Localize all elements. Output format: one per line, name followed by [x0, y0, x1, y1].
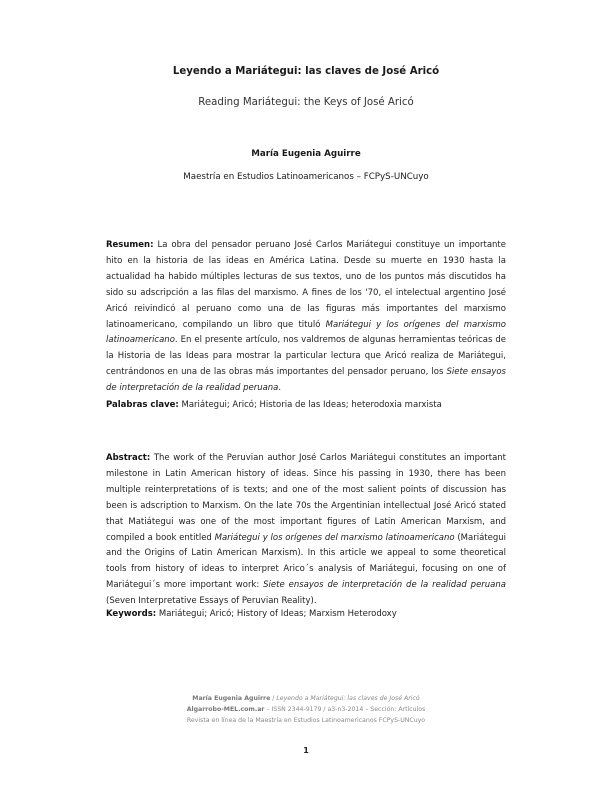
resumen-book-title-2: Siete ensayos de interpretación de la realidad peruana [106, 367, 506, 394]
abstract-text-1: The work of the Peruvian author José Carlos Mariátegui constitutes an important milestone in Latin American history of ideas. Since his passing in 1930, there has been multiple reinterpretations of is texts; and one of the most salient points of discussion has been is adscription to Marxism. On the late 70s the Argentinian intellectual José Aricó stated that Matiátegui was one of the most important figures of Latin American Marxism, and compiled a book entitled [106, 453, 506, 543]
abstract-paragraph [106, 451, 506, 610]
footer-line-1 [0, 693, 612, 704]
abstract-text-3: (Seven Interpretative Essays of Peruvian Reality). [106, 596, 317, 607]
page-footer [0, 693, 612, 726]
page-number: 1 [303, 746, 309, 755]
abstract-label: Abstract: [106, 453, 151, 463]
footer-journal: Algarrobo-MEL.com.ar [186, 706, 265, 713]
footer-separator: / [270, 695, 277, 702]
footer-issn: – ISSN 2344-9179 / a3-n3-2014 – Sección: Artículos [264, 706, 426, 713]
resumen-text-3: . [278, 383, 282, 394]
keywords-label: Keywords: [106, 609, 157, 619]
abstract-book-title-1: Mariátegui y los orígenes del marxismo latinoamericano [214, 532, 455, 543]
keywords-text: Mariátegui; Aricó; History of Ideas; Marxism Heterodoxy [156, 609, 397, 619]
abstract-book-title-2: Siete ensayos de interpretación de la realidad peruana [263, 580, 506, 591]
author-affiliation: Maestría en Estudios Latinoamericanos – FCPyS-UNCuyo [183, 172, 429, 182]
footer-author: María Eugenia Aguirre [192, 695, 271, 702]
palabras-clave [106, 398, 506, 414]
article-title: Leyendo a Mariátegui: las claves de José Aricó [172, 66, 440, 77]
resumen-book-title-1: Mariátegui y los orígenes del marxismo latinoamericano [106, 319, 506, 346]
author-name: María Eugenia Aguirre [251, 149, 361, 159]
footer-article-title: Leyendo a Mariátegui: las claves de José Aricó [276, 695, 420, 702]
footer-line-3: Revista en línea de la Maestría en Estudios Latinoamericanos FCPyS-UNCuyo [186, 717, 426, 724]
palabras-clave-label: Palabras clave: [106, 400, 179, 410]
palabras-clave-text: Mariátegui; Aricó; Historia de las Ideas; heterodoxia marxista [178, 400, 442, 410]
footer-line-2 [0, 704, 612, 715]
abstract-text-2: (Mariátegui and the Origins of Latin American Marxism). In this article we appeal to some theoretical tools from history of ideas to interpret Arico´s analysis of Mariátegui, focusing on one of Mariátegui´s more important work: [106, 532, 506, 591]
article-subtitle-english: Reading Mariátegui: the Keys of José Aricó [198, 97, 414, 108]
resumen-text-1: La obra del pensador peruano José Carlos Mariátegui constituye un importante hito en la historia de las ideas en América Latina. Desde su muerte en 1930 hasta la actualidad ha habido múltiples lecturas de sus textos, uno de los puntos más discutidos ha sido su adscripción a las filas del marxismo. A fines de los '70, el intelectual argentino José Aricó reivindicó al peruano como una de las figuras más importantes del marxismo latinoamericano, compilando un libro que tituló [106, 240, 506, 330]
resumen-text-2: . En el presente artículo, nos valdremos de algunas herramientas teóricas de la Historia de las Ideas para mostrar la particular lectura que Aricó realiza de Mariátegui, centrándonos en una de las obras más importantes del pensador peruano, los [106, 335, 506, 378]
keywords [106, 607, 506, 623]
resumen-paragraph [106, 238, 506, 397]
resumen-label: Resumen: [106, 240, 154, 250]
